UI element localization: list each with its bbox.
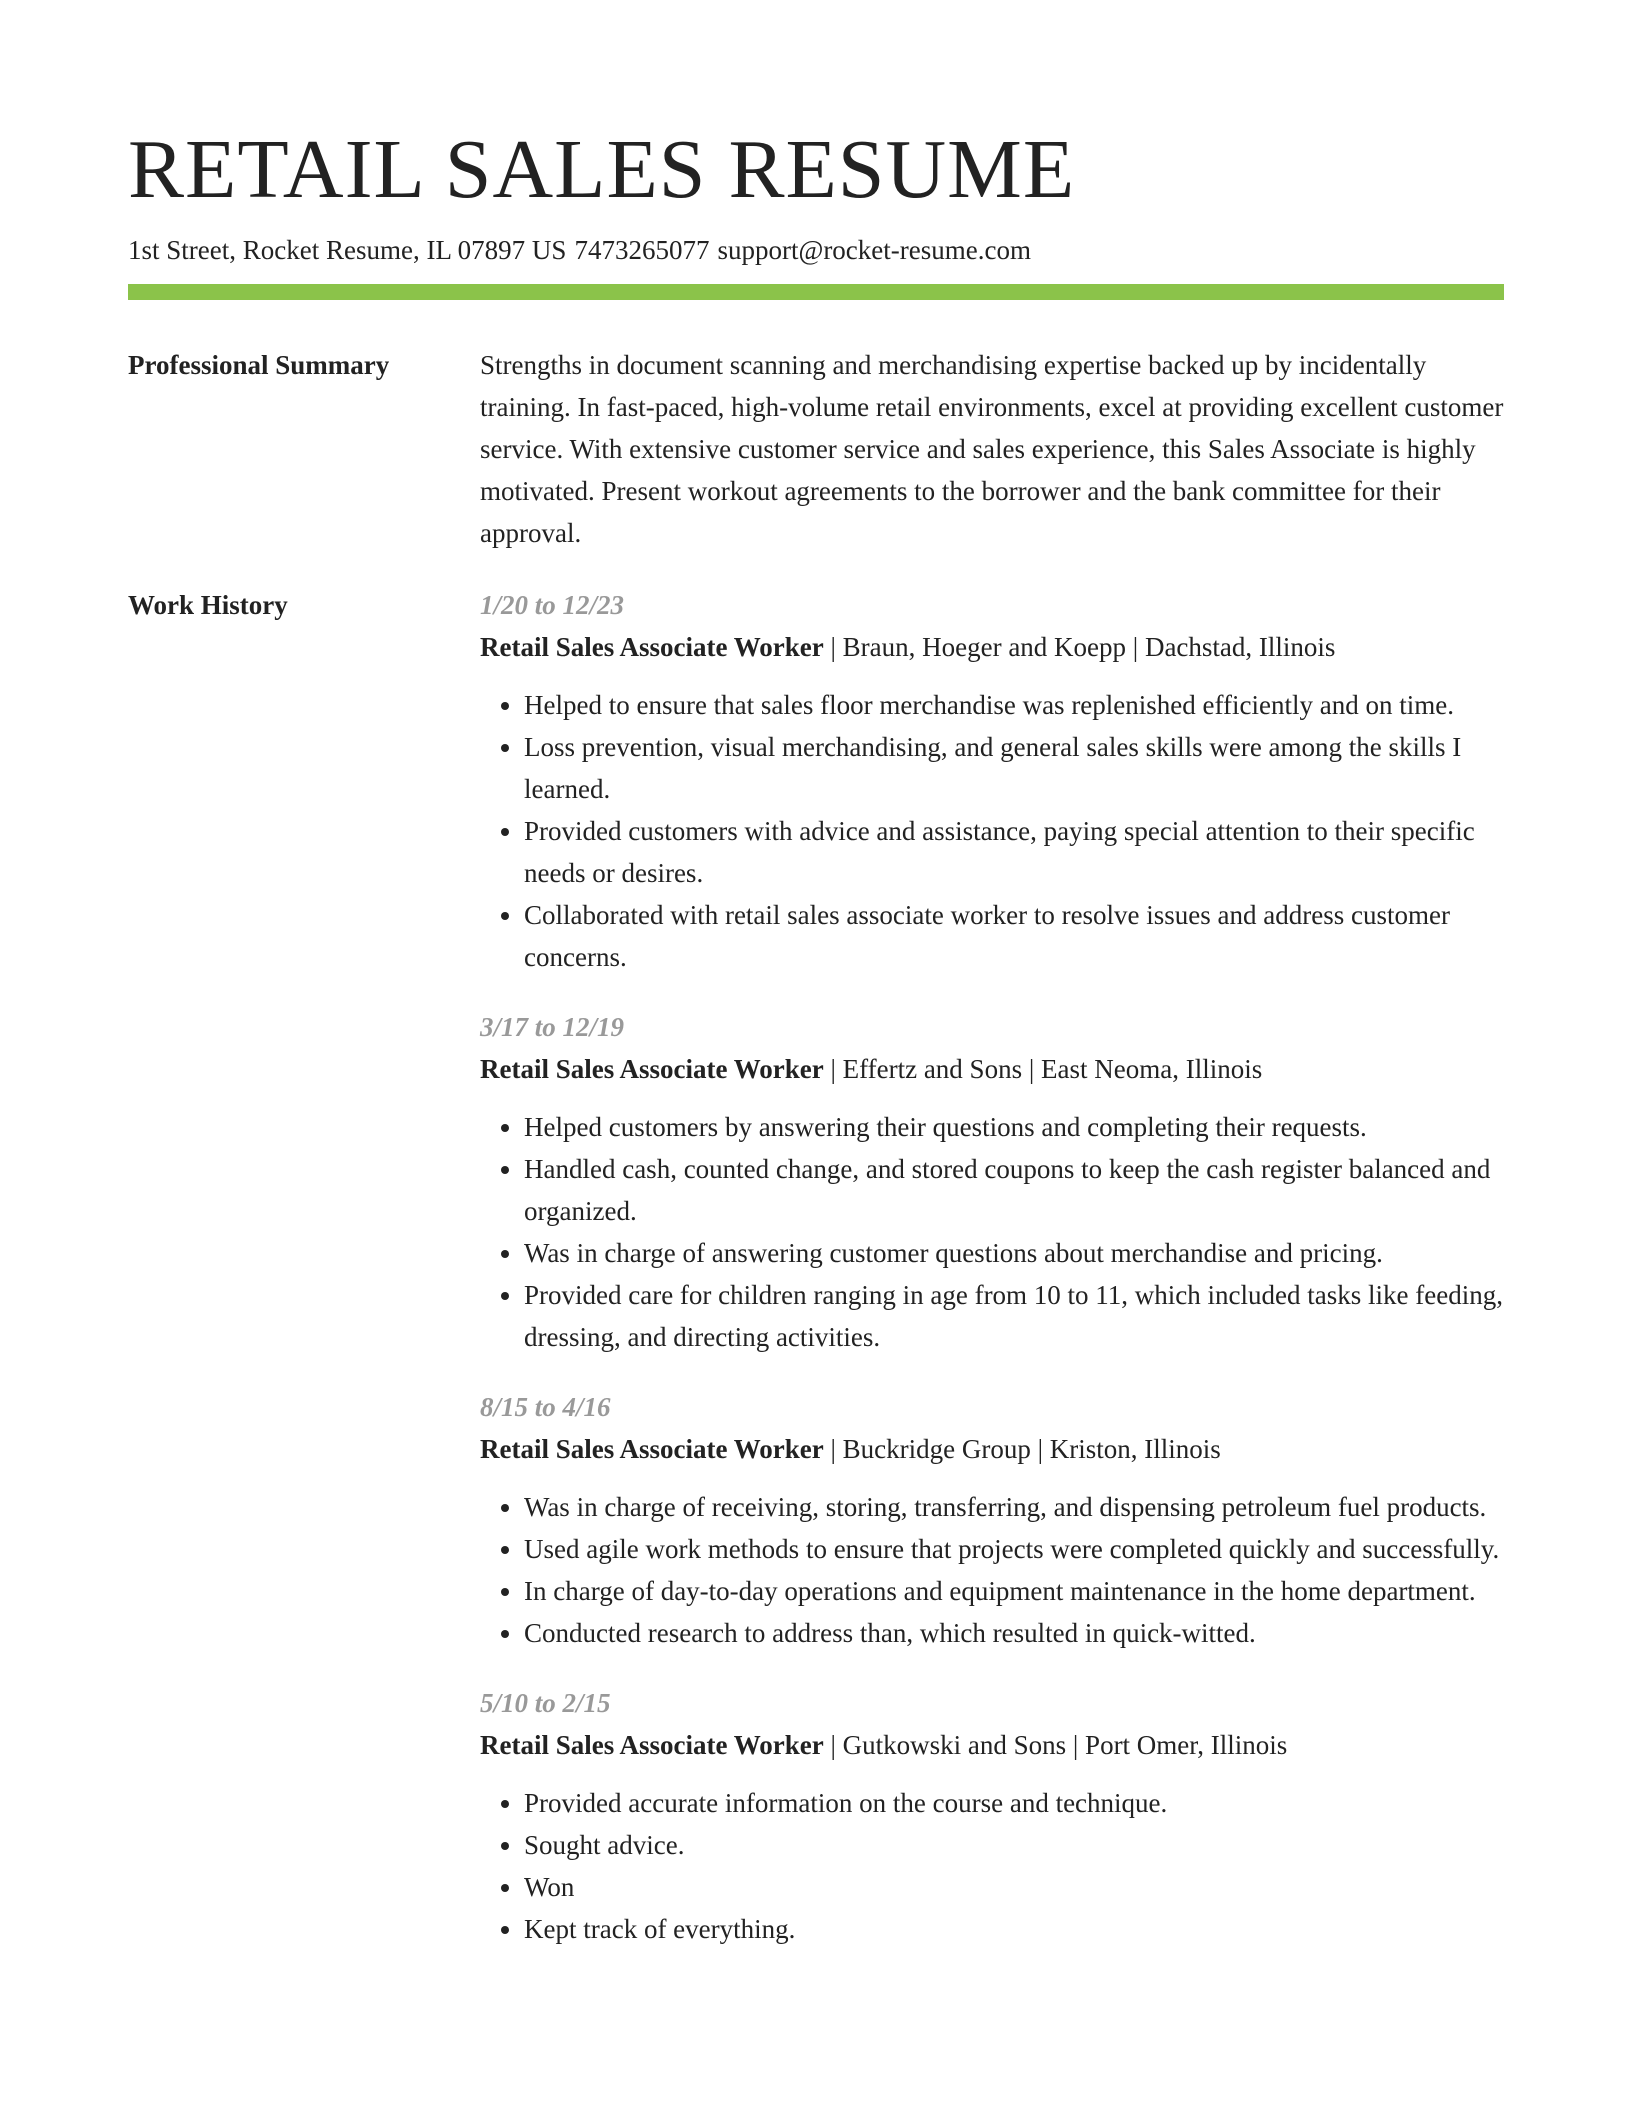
job-separator: | (823, 632, 843, 662)
job-title: Retail Sales Associate Worker (480, 632, 824, 662)
job-bullet: • Was in charge of receiving, storing, transferring, and dispensing petroleum fuel products. (524, 1486, 1504, 1528)
job-separator: | (1022, 1054, 1041, 1084)
job-separator: | (1126, 632, 1145, 662)
job-heading (480, 1048, 1504, 1090)
header-accent-rule (128, 284, 1504, 300)
job-separator: | (823, 1434, 843, 1464)
professional-summary-section (128, 344, 1504, 554)
job-bullets (480, 1106, 1504, 1358)
job-entry (480, 584, 1504, 978)
resume-page (128, 120, 1504, 1978)
job-location: Port Omer, Illinois (1085, 1730, 1288, 1760)
job-bullet: • Kept track of everything. (524, 1908, 1504, 1950)
job-entry (480, 1006, 1504, 1358)
job-company: Buckridge Group (842, 1434, 1031, 1464)
job-bullet: • Conducted research to address than, which resulted in quick-witted. (524, 1612, 1504, 1654)
contact-email: support@rocket-resume.com (717, 235, 1031, 265)
job-bullet: • Used agile work methods to ensure that projects were completed quickly and successfully. (524, 1528, 1504, 1570)
summary-body (480, 344, 1504, 554)
job-separator: | (1066, 1730, 1086, 1760)
summary-text: Strengths in document scanning and merchandising expertise backed up by incidentally training. In fast-paced, high-volume retail environments, excel at providing excellent customer service. With extensive customer service and sales experience, this Sales Associate is highly motivated. Present workout agreements to the borrower and the bank committee for their approval. (480, 350, 1504, 548)
job-bullet: • Sought advice. (524, 1824, 1504, 1866)
job-location: Kriston, Illinois (1049, 1434, 1221, 1464)
job-location: East Neoma, Illinois (1041, 1054, 1263, 1084)
contact-line (128, 232, 1504, 268)
section-label-summary: Professional Summary (128, 350, 390, 380)
job-separator: | (823, 1730, 843, 1760)
job-title: Retail Sales Associate Worker (480, 1730, 824, 1760)
contact-address: 1st Street, Rocket Resume, IL 07897 US (128, 235, 567, 265)
resume-title: RETAIL SALES RESUME (128, 123, 1076, 216)
job-separator: | (1030, 1434, 1050, 1464)
job-entry (480, 1682, 1504, 1950)
job-bullets (480, 1782, 1504, 1950)
job-bullet: • In charge of day-to-day operations and equipment maintenance in the home department. (524, 1570, 1504, 1612)
job-entry (480, 1386, 1504, 1654)
work-body (480, 584, 1504, 1978)
job-company: Gutkowski and Sons (842, 1730, 1067, 1760)
job-company: Effertz and Sons (842, 1054, 1023, 1084)
job-heading (480, 1724, 1504, 1766)
section-label-work: Work History (128, 590, 288, 620)
job-title: Retail Sales Associate Worker (480, 1434, 824, 1464)
job-heading (480, 626, 1504, 668)
job-dates: 8/15 to 4/16 (480, 1392, 611, 1422)
job-dates: 3/17 to 12/19 (480, 1012, 625, 1042)
job-bullets (480, 1486, 1504, 1654)
job-bullet: • Helped customers by answering their questions and completing their requests. (524, 1106, 1504, 1148)
job-bullets (480, 684, 1504, 978)
job-bullet: • Won (524, 1866, 1504, 1908)
job-bullet: • Handled cash, counted change, and stored coupons to keep the cash register balanced and organized. (524, 1148, 1504, 1232)
job-dates: 1/20 to 12/23 (480, 590, 625, 620)
job-bullet: • Provided customers with advice and assistance, paying special attention to their specific needs or desires. (524, 810, 1504, 894)
work-history-section (128, 584, 1504, 1978)
job-bullet: • Loss prevention, visual merchandising, and general sales skills were among the skills I learned. (524, 726, 1504, 810)
job-bullet: • Provided accurate information on the course and technique. (524, 1782, 1504, 1824)
job-title: Retail Sales Associate Worker (480, 1054, 824, 1084)
job-bullet: • Provided care for children ranging in age from 10 to 11, which included tasks like feeding, dressing, and directing activities. (524, 1274, 1504, 1358)
job-location: Dachstad, Illinois (1144, 632, 1336, 662)
job-bullet: • Collaborated with retail sales associate worker to resolve issues and address customer concerns. (524, 894, 1504, 978)
job-bullet: • Was in charge of answering customer questions about merchandise and pricing. (524, 1232, 1504, 1274)
contact-phone: 7473265077 (574, 235, 710, 265)
job-separator: | (823, 1054, 843, 1084)
job-bullet: • Helped to ensure that sales floor merchandise was replenished efficiently and on time. (524, 684, 1504, 726)
job-dates: 5/10 to 2/15 (480, 1688, 611, 1718)
job-company: Braun, Hoeger and Koepp (842, 632, 1127, 662)
job-heading (480, 1428, 1504, 1470)
